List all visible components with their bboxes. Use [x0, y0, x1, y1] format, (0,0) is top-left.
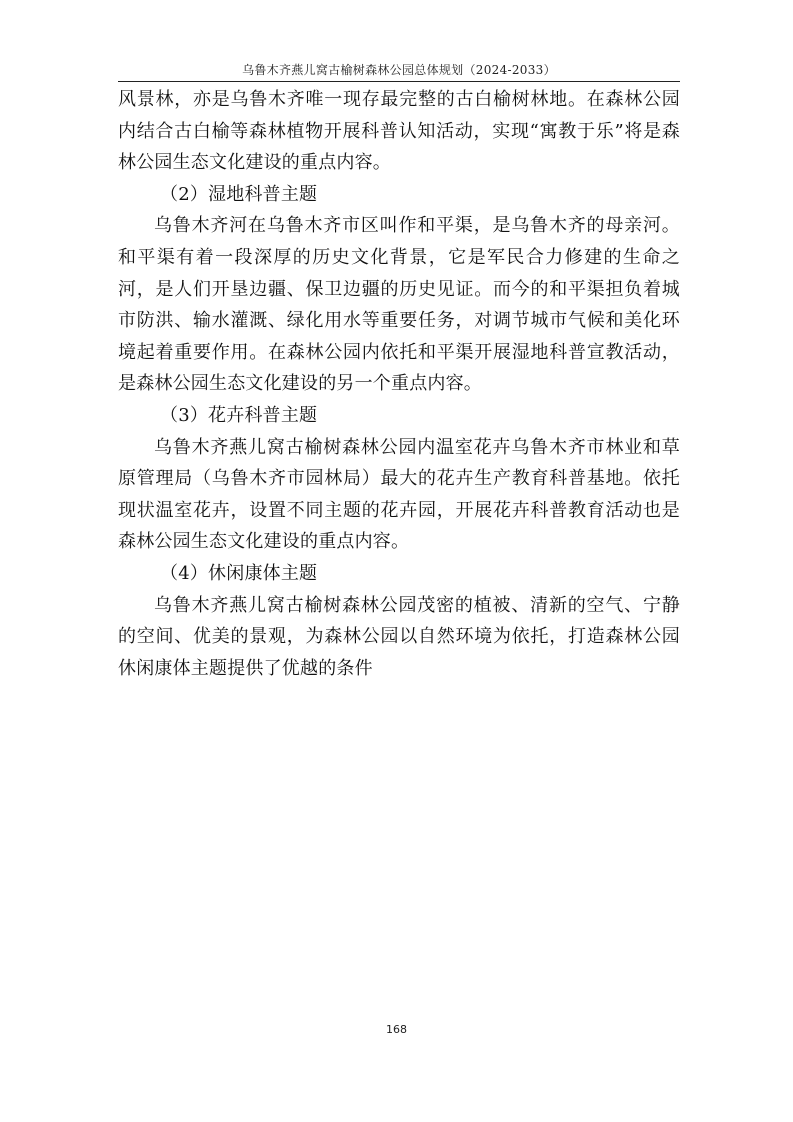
section-heading-flowers: （3）花卉科普主题	[160, 404, 318, 426]
paragraph-continuation: 风景林，亦是乌鲁木齐唯一现存最完整的古白榆树林地。在森林公园内结合古白榆等森林植物开展科普认知活动，实现“寓教于乐”将是森林公园生态文化建设的重点内容。	[118, 89, 680, 174]
header-divider	[118, 81, 680, 82]
section-heading-leisure: （4）休闲康体主题	[160, 562, 318, 584]
page-header: 乌鲁木齐燕儿窝古榆树森林公园总体规划（2024-2033）	[242, 63, 556, 77]
paragraph-flowers: 乌鲁木齐燕儿窝古榆树森林公园内温室花卉乌鲁木齐市林业和草原管理局（乌鲁木齐市园林局）最大的花卉生产教育科普基地。依托现状温室花卉，设置不同主题的花卉园，开展花卉科普教育活动也是森林公园生态文化建设的重点内容。	[118, 436, 680, 553]
section-heading-wetland: （2）湿地科普主题	[160, 183, 318, 205]
page-number: 168	[386, 1023, 407, 1036]
paragraph-leisure: 乌鲁木齐燕儿窝古榆树森林公园茂密的植被、清新的空气、宁静的空间、优美的景观，为森林公园以自然环境为依托，打造森林公园休闲康体主题提供了优越的条件	[118, 594, 680, 679]
main-content	[118, 84, 680, 684]
paragraph-wetland: 乌鲁木齐河在乌鲁木齐市区叫作和平渠，是乌鲁木齐的母亲河。和平渠有着一段深厚的历史文化背景，它是军民合力修建的生命之河，是人们开垦边疆、保卫边疆的历史见证。而今的和平渠担负着城市防洪、输水灌溉、绿化用水等重要任务，对调节城市气候和美化环境起着重要作用。在森林公园内依托和平渠开展湿地科普宣教活动，是森林公园生态文化建设的另一个重点内容。	[118, 215, 680, 395]
